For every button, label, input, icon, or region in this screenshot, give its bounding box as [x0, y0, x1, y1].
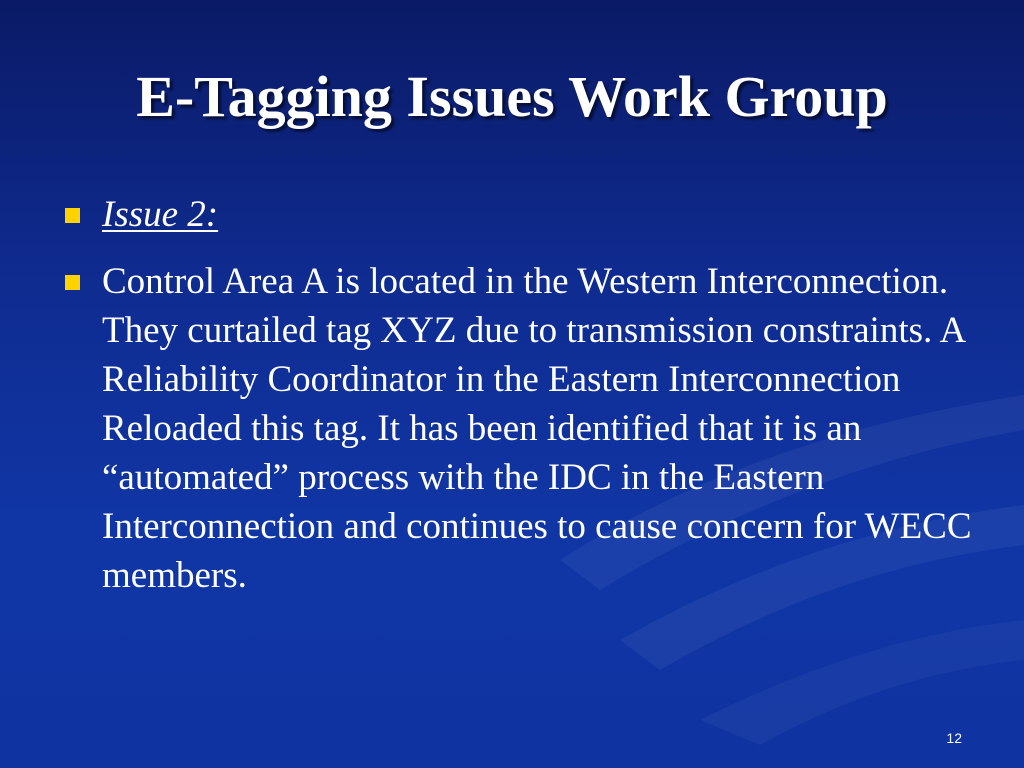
slide-title: E-Tagging Issues Work Group — [136, 64, 888, 129]
issue-description: Control Area A is located in the Western Interconnection. They curtailed tag XYZ due to transmission constraints. A Reliability Coordinator in the Eastern Interconnection Reloaded this tag. It has been identified that it is an “automated” process with the IDC in the Eastern Interconnection and continues to cause concern for WECC members. — [102, 261, 972, 596]
issue-heading: Issue 2: — [102, 194, 219, 235]
bullet-item-issue — [62, 190, 972, 239]
bullet-list — [62, 190, 972, 600]
square-bullet-icon — [65, 208, 80, 223]
page-number: 12 — [946, 730, 962, 746]
square-bullet-icon — [65, 275, 80, 290]
bullet-item-description — [62, 257, 972, 600]
